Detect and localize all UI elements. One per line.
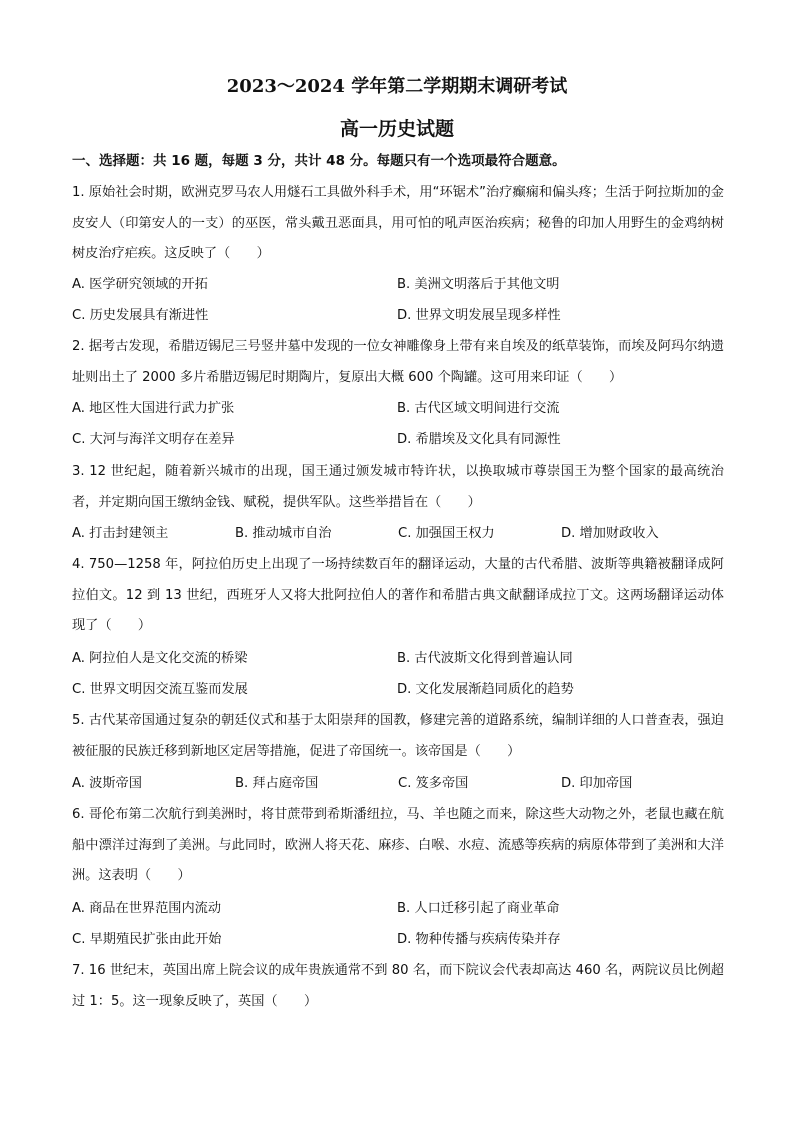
question-2-option-c: C. 大河与海洋文明存在差异 xyxy=(72,432,235,447)
question-6-option-b: B. 人口迁移引起了商业革命 xyxy=(397,901,560,916)
question-1-option-d: D. 世界文明发展呈现多样性 xyxy=(397,308,561,323)
question-6-option-c: C. 早期殖民扩张由此开始 xyxy=(72,932,222,947)
question-5-option-b: B. 拜占庭帝国 xyxy=(235,776,319,791)
question-5-option-c: C. 笈多帝国 xyxy=(398,776,469,791)
exam-subtitle: 高一历史试题 xyxy=(339,118,454,140)
question-1-option-a: A. 医学研究领域的开拓 xyxy=(72,277,208,292)
question-4-stem: 4. 750—1258 年，阿拉伯历史上出现了一场持续数百年的翻译运动，大量的古代希腊、波斯等典籍被翻译成阿拉伯文。12 到 13 世纪，西班牙人又将大批阿拉伯人的著作和希腊古典文献翻译成拉丁文。这两场翻译运动体现了（ ） xyxy=(72,557,724,633)
question-3-option-b: B. 推动城市自治 xyxy=(235,526,332,541)
question-3-option-c: C. 加强国王权力 xyxy=(398,526,495,541)
question-2-option-a: A. 地区性大国进行武力扩张 xyxy=(72,401,235,416)
exam-title: 2023～2024 学年第二学期期末调研考试 xyxy=(226,76,568,97)
question-4-option-c: C. 世界文明因交流互鉴而发展 xyxy=(72,682,248,697)
question-5-options xyxy=(72,768,724,799)
question-7-stem: 7. 16 世纪末，英国出席上院会议的成年贵族通常不到 80 名，而下院议会代表却高达 460 名，两院议员比例超过 1：5。这一现象反映了，英国（ ） xyxy=(72,963,724,1009)
question-4-option-a: A. 阿拉伯人是文化交流的桥梁 xyxy=(72,651,248,666)
question-4-option-b: B. 古代波斯文化得到普遍认同 xyxy=(397,651,573,666)
question-2-option-d: D. 希腊埃及文化具有同源性 xyxy=(397,432,561,447)
question-1-options xyxy=(72,269,724,331)
question-6-options xyxy=(72,893,724,955)
question-4-options xyxy=(72,643,724,705)
question-1-stem: 1. 原始社会时期，欧洲克罗马农人用燧石工具做外科手术，用“环锯术”治疗癫痫和偏头疼；生活于阿拉斯加的金皮安人（印第安人的一支）的巫医，常头戴丑恶面具，用可怕的吼声医治疾病；秘鲁的印加人用野生的金鸡纳树树皮治疗疟疾。这反映了（ ） xyxy=(72,185,724,261)
question-5-stem: 5. 古代某帝国通过复杂的朝廷仪式和基于太阳崇拜的国教，修建完善的道路系统，编制详细的人口普查表，强迫被征服的民族迁移到新地区定居等措施，促进了帝国统一。该帝国是（ ） xyxy=(72,713,724,759)
section-heading: 一、选择题：共 16 题，每题 3 分，共计 48 分。每题只有一个选项最符合题意。 xyxy=(72,153,566,169)
question-5-option-d: D. 印加帝国 xyxy=(561,776,633,791)
question-3-options xyxy=(72,518,724,549)
question-4-option-d: D. 文化发展渐趋同质化的趋势 xyxy=(397,682,574,697)
question-3-stem: 3. 12 世纪起，随着新兴城市的出现，国王通过颁发城市特许状，以换取城市尊崇国王为整个国家的最高统治者，并定期向国王缴纳金钱、赋税，提供军队。这些举措旨在（ ） xyxy=(72,464,724,510)
question-2-stem: 2. 据考古发现，希腊迈锡尼三号竖井墓中发现的一位女神雕像身上带有来自埃及的纸草装饰，而埃及阿玛尔纳遗址则出土了 2000 多片希腊迈锡尼时期陶片，复原出大概 600 个陶罐。这可用来印证（ ） xyxy=(72,339,724,385)
question-6-option-d: D. 物种传播与疾病传染并存 xyxy=(397,932,561,947)
question-5-option-a: A. 波斯帝国 xyxy=(72,776,142,791)
question-6-stem: 6. 哥伦布第二次航行到美洲时，将甘蔗带到希斯潘纽拉，马、羊也随之而来，除这些大动物之外，老鼠也藏在航船中漂洋过海到了美洲。与此同时，欧洲人将天花、麻疹、白喉、水痘、流感等疾病的病原体带到了美洲和大洋洲。这表明（ ） xyxy=(72,807,724,883)
question-1-option-b: B. 美洲文明落后于其他文明 xyxy=(397,277,560,292)
question-3-option-d: D. 增加财政收入 xyxy=(561,526,659,541)
question-2-options xyxy=(72,393,724,455)
question-2-option-b: B. 古代区域文明间进行交流 xyxy=(397,401,560,416)
question-3-option-a: A. 打击封建领主 xyxy=(72,526,169,541)
question-1-option-c: C. 历史发展具有渐进性 xyxy=(72,308,209,323)
question-6-option-a: A. 商品在世界范围内流动 xyxy=(72,901,222,916)
